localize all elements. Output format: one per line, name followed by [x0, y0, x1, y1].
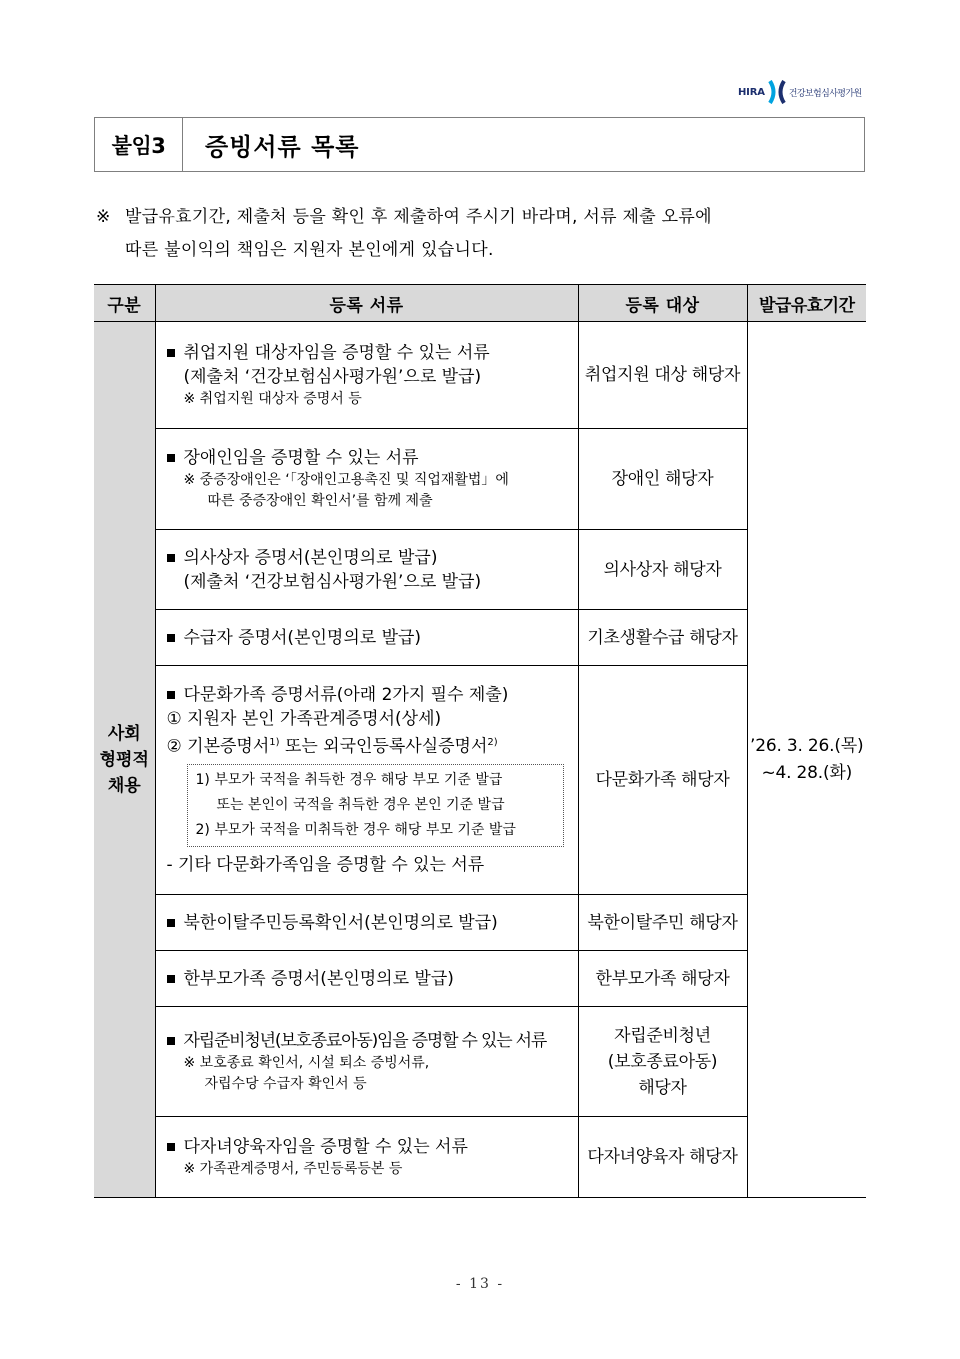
bullet-square-icon: [167, 1143, 175, 1151]
target-cell: [578, 666, 747, 895]
notice-line-1: 발급유효기간, 제출처 등을 확인 후 제출하여 주시기 바라며, 서류 제출 오류에: [125, 207, 712, 227]
category-cell: [94, 322, 155, 1198]
document-item: [167, 731, 574, 759]
category-line: 형평적: [99, 749, 149, 770]
category-line: 사회: [107, 723, 141, 744]
bullet-square-icon: [167, 691, 175, 699]
target-cell: [578, 1117, 747, 1198]
target-cell: [578, 951, 747, 1007]
footnote-text: 2) 부모가 국적을 미취득한 경우 해당 부모 기준 발급: [195, 822, 516, 839]
target-text: 취업지원 대상 해당자: [584, 365, 741, 385]
hira-logo-mark-icon: [768, 80, 786, 104]
document-text: 자립준비청년(보호종료아동)임을 증명할 수 있는 서류: [183, 1030, 547, 1051]
logo-abbr: HIRA: [738, 86, 765, 98]
page-number: - 13 -: [455, 1276, 505, 1292]
title-box: [94, 117, 865, 172]
attachment-number: 붙임3: [95, 118, 183, 171]
notice-line-2: 따른 불이익의 책임은 지원자 본인에게 있습니다.: [125, 240, 494, 260]
footnote-text: 또는 본인이 국적을 취득한 경우 본인 기준 발급: [216, 797, 505, 814]
target-cell: [578, 610, 747, 666]
document-note: 따른 중증장애인 확인서’를 함께 제출: [207, 493, 433, 509]
document-list-table: [94, 284, 866, 1198]
document-text: 북한이탈주민등록확인서(본인명의로 발급): [183, 912, 498, 933]
hira-logo: [738, 80, 862, 104]
document-note: ※ 가족관계증명서, 주민등록등본 등: [183, 1160, 403, 1177]
page-title: 증빙서류 목록: [205, 133, 360, 161]
table-row: [94, 322, 866, 429]
target-text: 한부모가족 해당자: [595, 968, 730, 989]
target-text: 자립준비청년: [614, 1025, 711, 1046]
table-header-row: [94, 285, 866, 322]
document-note: ※ 중증장애인은 ‘「장애인고용촉진 및 직업재활법」에: [183, 472, 509, 488]
target-text: 다자녀양육자 해당자: [587, 1147, 738, 1167]
target-text: 다문화가족 해당자: [595, 770, 730, 790]
document-cell: [155, 610, 578, 666]
bullet-square-icon: [167, 1037, 175, 1045]
target-text: 해당자: [638, 1077, 687, 1098]
document-cell: [155, 322, 578, 429]
document-item-text: ② 기본증명서: [166, 736, 270, 757]
document-text: 장애인임을 증명할 수 있는 서류: [183, 448, 419, 468]
notice-mark: ※: [96, 207, 111, 227]
target-cell: [578, 429, 747, 530]
document-text: 다문화가족 증명서류(아래 2가지 필수 제출): [183, 684, 509, 705]
document-text: 한부모가족 증명서(본인명의로 발급): [183, 968, 454, 989]
footnote-ref: 2): [487, 736, 498, 748]
document-text: 수급자 증명서(본인명의로 발급): [183, 627, 422, 648]
period-start: ’26. 3. 26.(목): [750, 735, 864, 756]
document-cell: [155, 1117, 578, 1198]
document-cell: [155, 895, 578, 951]
target-cell: [578, 322, 747, 429]
footnote-ref: 1): [269, 736, 280, 748]
category-line: 채용: [107, 775, 141, 796]
target-cell: [578, 1007, 747, 1117]
header-category: 구분: [94, 285, 155, 322]
target-cell: [578, 895, 747, 951]
document-text: 취업지원 대상자임을 증명할 수 있는 서류: [183, 342, 490, 363]
document-note: ※ 취업지원 대상자 증명서 등: [183, 390, 362, 407]
document-cell: [155, 429, 578, 530]
header-document: 등록 서류: [155, 285, 578, 322]
document-cell: [155, 951, 578, 1007]
document-item: ① 지원자 본인 가족관계증명서(상세): [166, 708, 442, 729]
document-other: - 기타 다문화가족임을 증명할 수 있는 서류: [166, 855, 485, 876]
period-cell: [747, 322, 866, 1198]
document-text: (제출처 ‘건강보험심사평가원’으로 발급): [183, 366, 482, 387]
target-text: (보호종료아동): [607, 1051, 718, 1072]
document-cell: [155, 1007, 578, 1117]
footnote-box: [187, 764, 564, 847]
bullet-square-icon: [167, 975, 175, 983]
document-text: 다자녀양육자임을 증명할 수 있는 서류: [183, 1136, 468, 1157]
logo-org-name: 건강보험심사평가원: [788, 88, 862, 99]
target-text: 북한이탈주민 해당자: [587, 912, 738, 933]
document-note: ※ 보호종료 확인서, 시설 퇴소 증빙서류,: [183, 1054, 430, 1071]
header-period: 발급유효기간: [747, 285, 866, 322]
bullet-square-icon: [167, 919, 175, 927]
document-item-text: 또는 외국인등록사실증명서: [284, 736, 488, 757]
document-text: 의사상자 증명서(본인명의로 발급): [183, 547, 438, 568]
target-text: 의사상자 해당자: [603, 559, 722, 580]
target-text: 장애인 해당자: [611, 469, 714, 489]
bullet-square-icon: [167, 454, 175, 462]
period-end: ~4. 28.(화): [761, 762, 853, 783]
footnote-text: 1) 부모가 국적을 취득한 경우 해당 부모 기준 발급: [195, 772, 503, 789]
target-text: 기초생활수급 해당자: [587, 627, 738, 648]
document-text: (제출처 ‘건강보험심사평가원’으로 발급): [183, 571, 482, 592]
document-cell: [155, 666, 578, 895]
bullet-square-icon: [167, 349, 175, 357]
document-cell: [155, 530, 578, 610]
header-target: 등록 대상: [578, 285, 747, 322]
bullet-square-icon: [167, 554, 175, 562]
bullet-square-icon: [167, 634, 175, 642]
target-cell: [578, 530, 747, 610]
notice: [96, 201, 868, 267]
document-note: 자립수당 수급자 확인서 등: [204, 1075, 367, 1092]
